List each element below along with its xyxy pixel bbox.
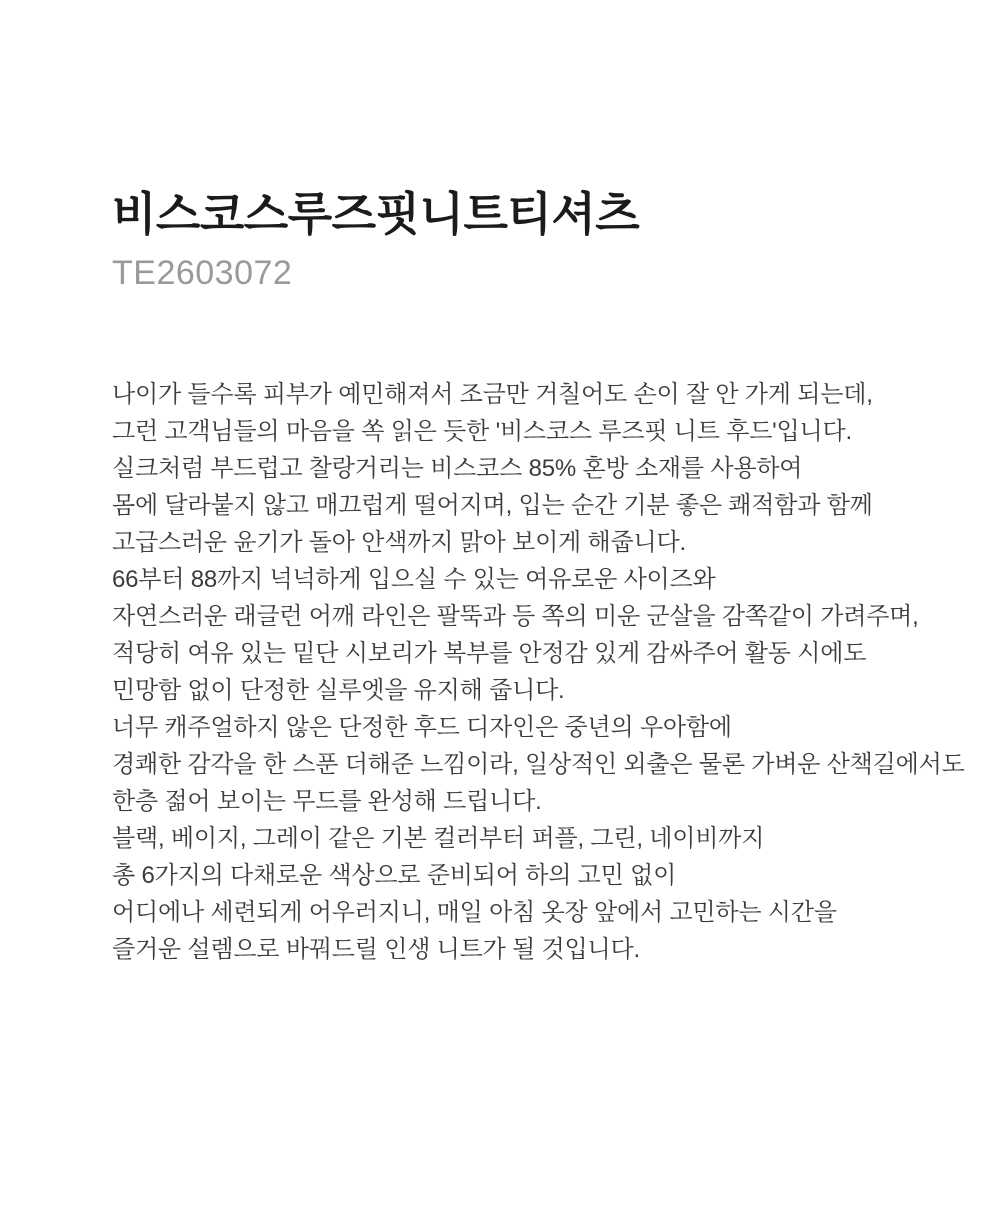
product-code: TE2603072 (112, 254, 293, 293)
description-line: 즐거운 설렘으로 바꿔드릴 인생 니트가 될 것입니다. (112, 935, 640, 963)
description-line: 한층 젊어 보이는 무드를 완성해 드립니다. (112, 787, 542, 815)
description-line: 블랙, 베이지, 그레이 같은 기본 컬러부터 퍼플, 그린, 네이비까지 (112, 824, 765, 852)
description-line: 너무 캐주얼하지 않은 단정한 후드 디자인은 중년의 우아함에 (112, 713, 732, 741)
description-line: 경쾌한 감각을 한 스푼 더해준 느낌이라, 일상적인 외출은 물론 가벼운 산책길에서도 (112, 750, 965, 778)
product-description (112, 376, 965, 968)
description-line: 66부터 88까지 넉넉하게 입으실 수 있는 여유로운 사이즈와 (112, 565, 716, 593)
description-line: 어디에나 세련되게 어우러지니, 매일 아침 옷장 앞에서 고민하는 시간을 (112, 898, 837, 926)
description-line: 총 6가지의 다채로운 색상으로 준비되어 하의 고민 없이 (112, 861, 677, 889)
description-line: 몸에 달라붙지 않고 매끄럽게 떨어지며, 입는 순간 기분 좋은 쾌적함과 함께 (112, 491, 873, 519)
description-line: 나이가 들수록 피부가 예민해져서 조금만 거칠어도 손이 잘 안 가게 되는데, (112, 380, 873, 408)
description-line: 민망함 없이 단정한 실루엣을 유지해 줍니다. (112, 676, 565, 704)
description-line: 고급스러운 윤기가 돌아 안색까지 맑아 보이게 해줍니다. (112, 528, 686, 556)
description-line: 그런 고객님들의 마음을 쏙 읽은 듯한 '비스코스 루즈핏 니트 후드'입니다. (112, 417, 852, 445)
description-line: 자연스러운 래글런 어깨 라인은 팔뚝과 등 쪽의 미운 군살을 감쪽같이 가려주며, (112, 602, 919, 630)
product-title: 비스코스루즈핏니트티셔츠 (112, 188, 640, 240)
description-line: 실크처럼 부드럽고 찰랑거리는 비스코스 85% 혼방 소재를 사용하여 (112, 454, 803, 482)
description-line: 적당히 여유 있는 밑단 시보리가 복부를 안정감 있게 감싸주어 활동 시에도 (112, 639, 867, 667)
